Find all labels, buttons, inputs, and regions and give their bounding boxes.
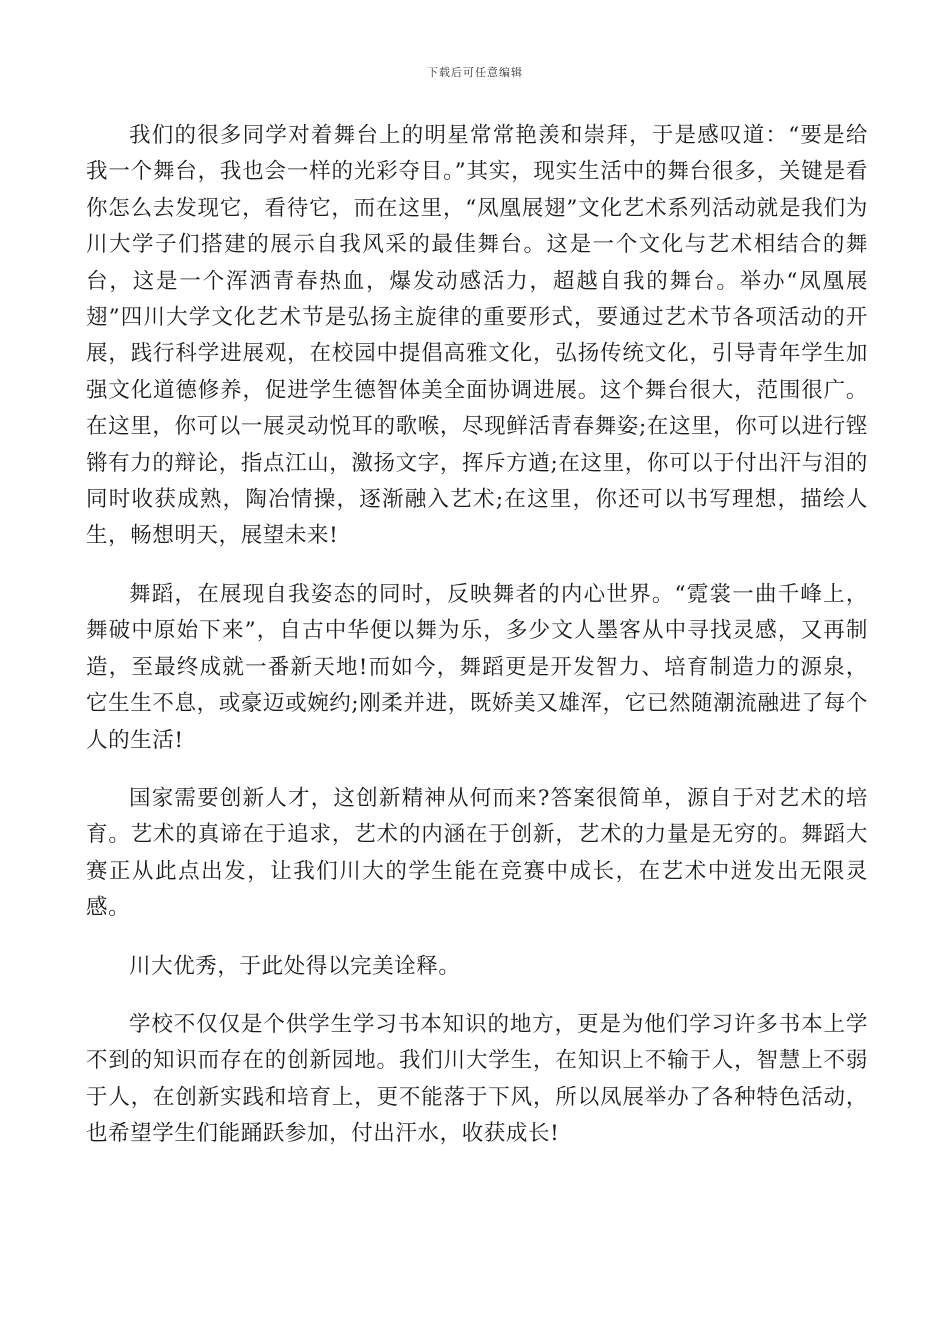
paragraph-1: 我们的很多同学对着舞台上的明星常常艳羡和崇拜，于是感叹道：“要是给我一个舞台，我也会一样的光彩夺目。”其实，现实生活中的舞台很多，关键是看你怎么去发现它，看待它，而在这里，“凤凰展翅”文化艺术系列活动就是我们为川大学子们搭建的展示自我风采的最佳舞台。这是一个文化与艺术相结合的舞台，这是一个浑洒青春热血，爆发动感活力，超越自我的舞台。举办“凤凰展翅”四川大学文化艺术节是弘扬主旋律的重要形式，要通过艺术节各项活动的开展，践行科学进展观，在校园中提倡高雅文化，弘扬传统文化，引导青年学生加强文化道德修养，促进学生德智体美全面协调进展。这个舞台很大，范围很广。在这里，你可以一展灵动悦耳的歌喉，尽现鲜活青春舞姿;在这里，你可以进行铿锵有力的辩论，指点江山，激扬文字，挥斥方遒;在这里，你可以于付出汗与泪的同时收获成熟，陶冶情操，逐渐融入艺术;在这里，你还可以书写理想，描绘人生，畅想明天，展望未来! — [86, 123, 868, 549]
paragraph-5: 学校不仅仅是个供学生学习书本知识的地方，更是为他们学习许多书本上学不到的知识而存在的创新园地。我们川大学生，在知识上不输于人，智慧上不弱于人，在创新实践和培育上，更不能落于下风，所以凤展举办了各种特色活动，也希望学生们能踊跃参加，付出汗水，收获成长! — [86, 1011, 868, 1147]
paragraph-3: 国家需要创新人才，这创新精神从何而来?答案很简单，源自于对艺术的培育。艺术的真谛在于追求，艺术的内涵在于创新，艺术的力量是无穷的。舞蹈大赛正从此点出发，让我们川大的学生能在竞赛中成长，在艺术中迸发出无限灵感。 — [86, 785, 868, 921]
header-note: 下载后可任意编辑 — [427, 66, 523, 79]
paragraph-4: 川大优秀，于此处得以完美诠释。 — [129, 953, 461, 979]
document-body — [86, 118, 868, 1175]
paragraph-2: 舞蹈，在展现自我姿态的同时，反映舞者的内心世界。“霓裳一曲千峰上，舞破中原始下来”，自古中华便以舞为乐，多少文人墨客从中寻找灵感，又再制造，至最终成就一番新天地!而如今，舞蹈更是开发智力、培育制造力的源泉，它生生不息，或豪迈或婉约;刚柔并进，既娇美又雄浑，它已然随潮流融进了每个人的生活! — [86, 581, 868, 753]
